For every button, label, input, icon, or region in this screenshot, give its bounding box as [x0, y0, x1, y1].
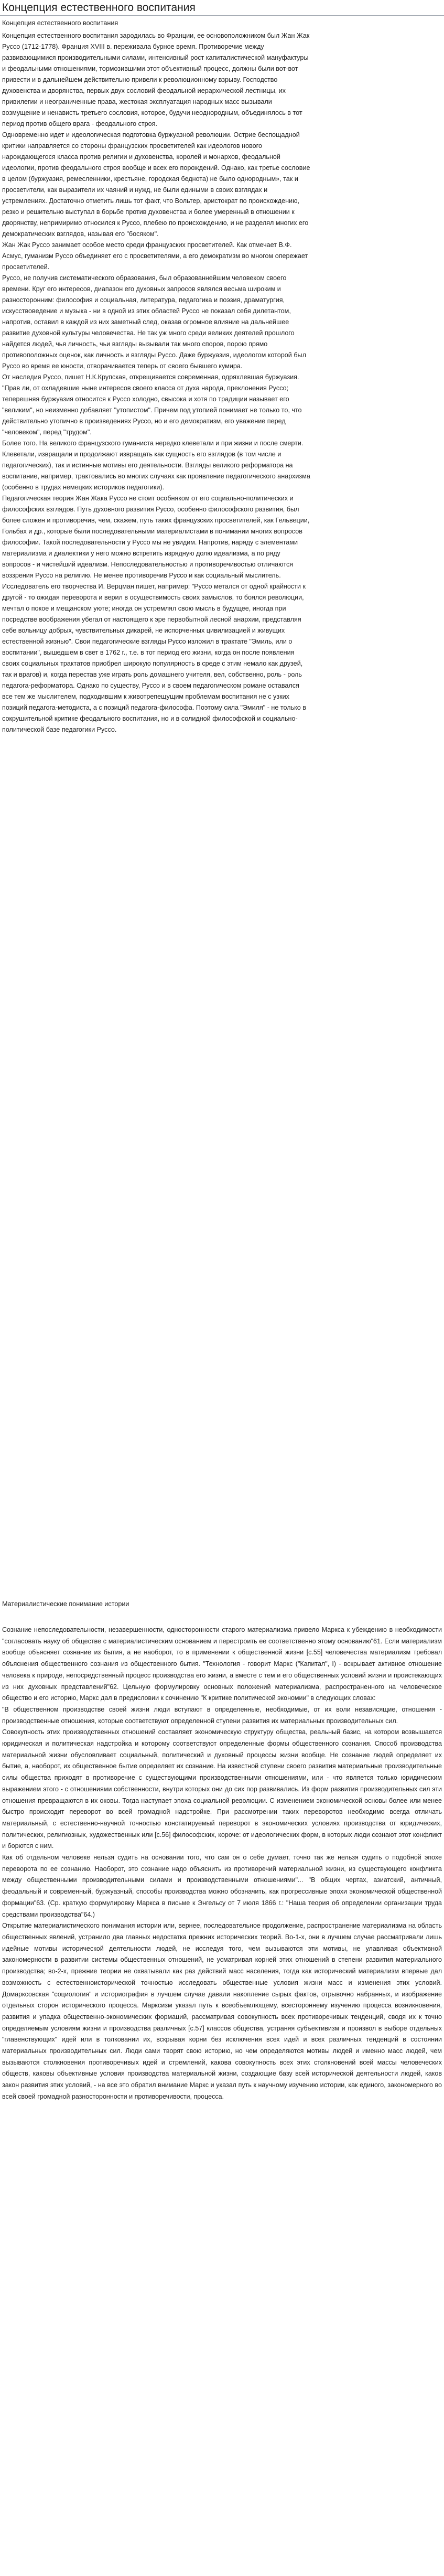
- title-divider: [0, 15, 444, 16]
- page-title: Концепция естественного воспитания: [2, 2, 196, 14]
- paragraph: Совокупность этих производственных отношений составляет экономическую структуру общества, реальный базис, на котором возвышается юридическая и политическая надстройка и которому соответствуют определенные формы общественного сознания. Способ производства материальной жизни обусловливает социальный, политический и духовный процессы жизни вообще. Не сознание людей определяет их бытие, а, наоборот, их общественное бытие определяет их сознание. На известной ступени своего развития материальные производительные силы общества приходят в противоречие с существующими производственными отношениями, или - что является только юридическим выражением этого - с отношениями собственности, внутри которых они до сих пор развивались. Из форм развития производительных сил эти отношения превращаются в их оковы. Тогда наступает эпоха социальной революции. С изменением экономической основы более или менее быстро происходит переворот во всей громадной надстройке. При рассмотрении таких переворотов необходимо всегда отличать материальный, с естественно-научной точностью констатируемый переворот в экономических условиях производства от юридических, политических, религиозных, художественных или [с.56] философских, короче: от идеологических форм, в которых люди сознают этот конфликт и борются с ним.: [2, 1728, 442, 1850]
- paragraph: Жан Жак Руссо занимает особое место среди французских просветителей. Как отмечает В.Ф. Асмус, гуманизм Руссо объединяет его с просветителями, а его демократизм во многом опережает просветителей.: [2, 241, 308, 271]
- paragraph: Педагогическая теория Жан Жака Руссо не стоит особняком от его социально-политических и философских взглядов. Путь духовного развития Руссо, особенно философского развития, был более сложен и противоречив, чем, скажем, путь таких французских просветителей, как Гельвеции, Гольбах и др., которые были последовательными материалистами в понимании многих вопросов философии. Такой последовательности у Руссо мы не увидим. Напротив, наряду с элементами материализма и диалектики у него можно встретить изрядную долю идеализма, а по ряду вопросов - и чистейший идеализм. Непоследовательностью и противоречивостью отличаются воззрения Руссо на религию. Не менее противоречив Руссо и как социальный мыслитель. Исследователь его творчества И. Верцман пишет, например: "Руссо метался от одной крайности к другой - то ожидая переворота и верил в осуществимость своих замыслов, то боялся революции, мечтал о покое и мещанском уюте; иногда он устремлял свою мысль в будущее, иногда при посредстве воображения убегал от настоящего к эре первобытной лесной анархии, представляя себе вольницу добрых, чувствительных дикарей, не испорченных цивилизацией и живущих естественной жизнью". Свои педагогические взгляды Руссо изложил в трактате "Эмиль, или о воспитании", вышедшем в свет в 1762 г., т.е. в тот период его жизни, когда он после появления своих социальных трактатов приобрел широкую популярность в среде с этим немало как друзей, так и врагов) и, когда перестав уже играть роль домашнего учителя, вел, собственно, роль - роль педагога-реформатора. Однако по существу, Руссо и в своем педагогическом романе оставался все тем же мыслителем, подходившим к животрепещущим проблемам воспитания не с узких позиций педагога-методиста, а с позиций педагога-философа. Поэтому сила "Эмиля" - не только в сокрушительной критике феодального воспитания, но и в солидной философской и социально-политической базе педагогики Руссо.: [2, 495, 310, 733]
- paragraph: Как об отдельном человеке нельзя судить на основании того, что сам он о себе думает, точно так же нельзя судить о подобной эпохе переворота по ее сознанию. Наоборот, это сознание надо объяснить из противоречий материальной жизни, из существующего конфликта между общественными производительными силами и производственными отношениями"... "В общих чертах, азиатский, античный, феодальный и современный, буржуазный, способы производства можно обозначить, как прогрессивные эпохи экономической общественной формации"63. (Ср. краткую формулировку Маркса в письме к Энгельсу от 7 июля 1866 г.: "Наша теория об определении организации труда средствами производства"64.): [2, 1854, 442, 1918]
- section-heading: Концепция естественного воспитания: [2, 19, 118, 27]
- paragraph: От наследия Руссо, пишет Н.К.Крупская, открещивается современная, одряхлевшая буржуазия. "Прав ли, от охладевшие ныне интересов своего класса от духа народа, преклонения Руссо; теперешняя буржуазия относится к Руссо холодно, свысока и хотя по традиции называет его "великим", но неизменно добавляет "утопистом". Причем под утопией понимает не только то, что действительно утопично в произведениях Руссо, но и его демократизм, его уважение перед "человеком", перед "трудом".: [2, 373, 302, 436]
- paragraph: Руссо, не получив систематического образования, был образованнейшим человеком своего времени. Круг его интересов, диапазон его духовных запросов являлся весьма широким и разносторонним: философия и социальная, литература, педагогика и поэзия, драматургия, искусствоведение и музыка - ни в одной из этих областей Руссо не показал себя дилетантом, напротив, оставил в каждой из них заметный след, оказав огромное влияние на дальнейшее развитие духовной культуры человечества. Не так уж много среди великих деятелей прошлого найдется людей, чья личность, чьи взгляды вызывали так много споров, порою прямо противоположных оценок, как личность и взгляды Руссо. Даже буржуазия, идеологом которой был Руссо во время ее юности, отворачивается теперь от своего бывшего кумира.: [2, 274, 306, 370]
- paragraph: Концепция естественного воспитания зародилась во Франции, ее основоположником был Жан Жак Руссо (1712-1778). Франция XVIII в. переживала бурное время. Противоречие между развивающимися производительными силами, интенсивный рост капиталистической мануфактуры и феодальными отношениями, тормозившими этот объективный процесс, должны были вот-вот привести и в дальнейшем действительно привели к революционному взрыву. Господство духовенства и дворянства, первых двух сословий феодальной иерархической лестницы, их привилегии и неограниченные права, жестокая эксплуатация народных масс вызывали возмущение и ненависть третьего сословия, которое, будучи неоднородным, объединялось в тот период против общего врага - феодального строя.: [2, 32, 310, 127]
- section-heading: Материалистические понимание истории: [2, 1600, 129, 1608]
- paragraph: Более того. На великого французского гуманиста нередко клеветали и при жизни и после смерти. Клеветали, извращали и продолжают извращать как сущность его взглядов (в том числе и педагогических), так и истинные мотивы его деятельности. Взгляды великого реформатора на воспитание, например, трактовались во многих случаях как проявление педагогического анархизма (особенно в трудах немецких историков педагогики).: [2, 440, 310, 491]
- paragraph: Открытие материалистического понимания истории или, вернее, последовательное продолжение, распространение материализма на область общественных явлений, устранило два главных недостатка прежних исторических теорий. Во-1-х, они в лучшем случае рассматривали лишь идейные мотивы исторической деятельности людей, не исследуя того, чем вызываются эти мотивы, не улавливая объективной закономерности в развитии системы общественных отношений, не усматривая корней этих отношений в степени развития материального производства; во-2-х, прежние теории не охватывали как раз действий масс населения, тогда как исторический материализм впервые дал возможность с естественноисторической точностью исследовать общественные условия жизни масс и изменения этих условий. Домарксовская "социология" и историография в лучшем случае давали накопление сырых фактов, отрывочно набранных, и изображение отдельных сторон исторического процесса. Марксизм указал путь к всеобъемлющему, всестороннему изучению процесса возникновения, развития и упадка общественно-экономических формаций, рассматривая совокупность всех противоречивых тенденций, сводя их к точно определяемым условиям жизни и производства различных [с.57] классов общества, устраняя субъективизм и произвол в выборе отдельных "главенствующих" идей или в толковании их, вскрывая корни без исключения всех идей и всех различных тенденций в состоянии материальных производительных сил. Люди сами творят свою историю, но чем определяются мотивы людей и именно масс людей, чем вызываются столкновения противоречивых идей и стремлений, какова совокупность всех этих столкновений всей массы человеческих обществ, каковы объективные условия производства материальной жизни, создающие базу всей исторической деятельности людей, каков закон развития этих условий, - на все это обратил внимание Маркс и указал путь к научному изучению истории, как единого, закономерного во всей своей громадной разносторонности и противоречивости, процесса.: [2, 1922, 442, 2100]
- article-body-first: [2, 18, 310, 735]
- article-body-second: [2, 1624, 442, 2103]
- paragraph: Одновременно идет и идеологическая подготовка буржуазной революции. Острие беспощадной критики направляется со стороны французских просветителей как идеологов нового нарождающегося класса против религии и духовенства, королей и монархов, феодальной идеологии, против феодального строя вообще и всех его порождений. Однако, как третье сословие в целом (буржуазия, ремесленники, крестьяне, городская беднота) не было однородным», так и просветители, как выразители их чаяний и нужд, не были едиными в своих взглядах и устремлениях. Достаточно отметить лишь тот факт, что Вольтер, аристократ по происхождению, резко и решительно выступал в борьбе против духовенства и более умеренный в отношении к дворянству, непримиримо относился к Руссо, плебею по происхождению, и не разделял многих его демократических взглядов, называя его "босяком".: [2, 131, 310, 238]
- quote-paragraph: "В общественном производстве своей жизни люди вступают в определенные, необходимые, от их воли независящие, отношения - производственные отношения, которые соответствуют определенной ступени развития их материальных производительных сил.: [2, 1705, 442, 1725]
- paragraph: Сознание непоследовательности, незавершенности, односторонности старого материализма привело Маркса к убеждению в необходимости "согласовать науку об обществе с материалистическим основанием и перестроить ее соответственно этому основанию"61. Если материализм вообще объясняет сознание из бытия, а не наоборот, то в применении к общественной жизни [с.55] человечества материализм требовал объяснения общественного сознания из общественного бытия. "Технология - говорит Маркс ("Капитал", I) - вскрывает активное отношение человека к природе, непосредственный процесс производства его жизни, а вместе с тем и его общественных условий жизни и проистекающих из них духовных представлений"62. Цельную формулировку основных положений материализма, распространенного на человеческое общество и его историю, Маркс дал в предисловии к сочинению "К критике политической экономии" в следующих словах:: [2, 1626, 442, 1702]
